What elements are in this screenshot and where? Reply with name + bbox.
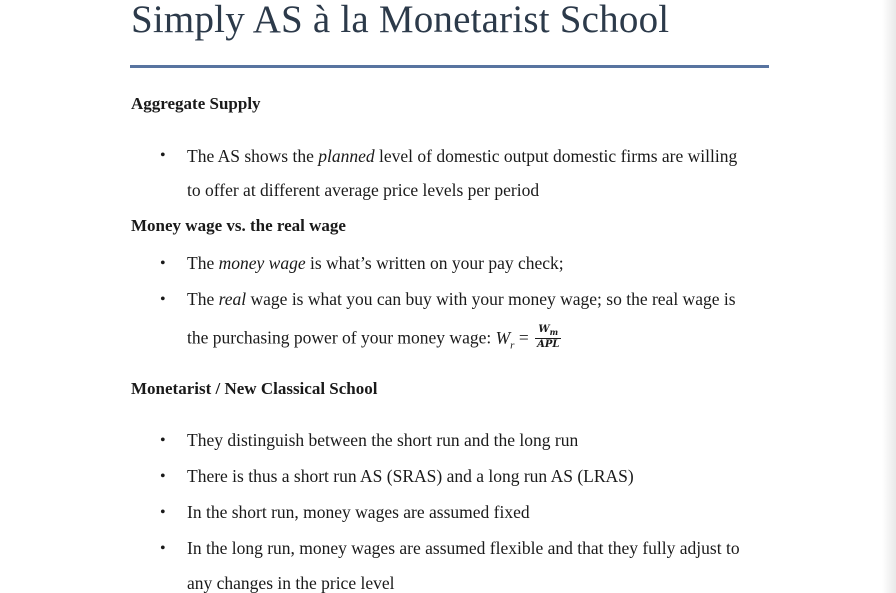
emphasis-real: real (218, 289, 247, 309)
text-run: wage is what you can buy with your money wage; so the real wage is (246, 289, 736, 309)
formula-fraction (535, 324, 561, 351)
heading-money-vs-real-wage: Money wage vs. the real wage (131, 216, 346, 235)
page-title: Simply AS à la Monetarist School (131, 0, 670, 41)
text-run: The (187, 253, 219, 273)
title-underline-rule (130, 65, 769, 68)
bullet-sras-lras: There is thus a short run AS (SRAS) and a long run AS (LRAS) (187, 466, 634, 486)
bullet-marker: • (160, 255, 166, 272)
text-run: is what’s written on your pay check; (305, 253, 564, 273)
formula-numerator: $W_m$ (535, 324, 561, 339)
bullet-as-definition-line-2: to offer at different average price levels per period (187, 180, 540, 200)
text-run: The (187, 289, 219, 309)
emphasis-money-wage: money wage (218, 253, 306, 273)
formula-denominator: APL (537, 339, 560, 350)
bullet-marker: • (160, 432, 166, 449)
heading-aggregate-supply: Aggregate Supply (131, 94, 261, 113)
bullet-marker: • (160, 147, 166, 164)
bullet-marker: • (160, 540, 166, 557)
bullet-wages-flexible-line-2: any changes in the price level (187, 573, 395, 593)
bullet-marker: • (160, 504, 166, 521)
text-run: The AS shows the (187, 146, 319, 166)
bullet-money-wage (187, 252, 564, 274)
bullet-real-wage-line-2 (187, 326, 561, 356)
bullet-real-wage-line-1 (187, 288, 736, 310)
heading-monetarist-school: Monetarist / New Classical School (131, 379, 378, 398)
formula-equals: = (514, 327, 534, 348)
formula-lhs: $W_r$ (495, 327, 515, 352)
page-edge-shadow (882, 0, 896, 593)
bullet-wages-fixed: In the short run, money wages are assumed fixed (187, 502, 530, 522)
bullet-short-long-run: They distinguish between the short run and the long run (187, 430, 579, 450)
emphasis-planned: planned (318, 146, 375, 166)
bullet-marker: • (160, 468, 166, 485)
bullet-as-definition-line-1 (187, 145, 737, 167)
bullet-marker: • (160, 291, 166, 308)
text-run: the purchasing power of your money wage: (187, 327, 496, 348)
text-run: level of domestic output domestic firms are willing (374, 146, 738, 166)
bullet-wages-flexible-line-1: In the long run, money wages are assumed flexible and that they fully adjust to (187, 538, 740, 558)
